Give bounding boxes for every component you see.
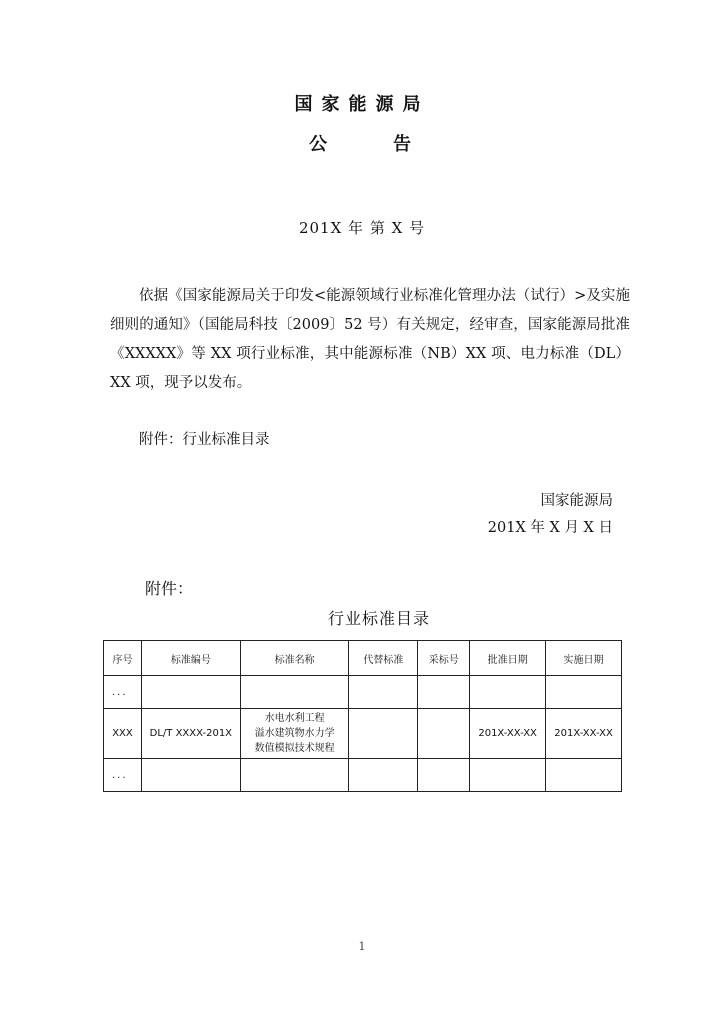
table-cell <box>141 759 240 792</box>
table-row <box>104 676 622 709</box>
catalog-title: 行业标准目录 <box>327 609 430 628</box>
table-row <box>104 759 622 792</box>
table-cell: ... <box>104 676 142 709</box>
table-cell <box>349 676 418 709</box>
signature-date: 201X 年 X 月 X 日 <box>487 520 613 536</box>
table-cell <box>349 759 418 792</box>
table-cell: DL/T XXXX-201X <box>141 709 240 759</box>
attachment-heading: 附件： <box>145 579 194 598</box>
column-header: 实施日期 <box>546 641 622 676</box>
table-cell <box>240 676 349 709</box>
table-cell <box>141 676 240 709</box>
standards-catalog-table <box>103 640 622 792</box>
table-cell: XXX <box>104 709 142 759</box>
attachment-reference: 附件：行业标准目录 <box>139 432 270 448</box>
document-type-title: 公 告 <box>309 134 435 155</box>
column-header: 序号 <box>104 641 142 676</box>
table-cell <box>240 759 349 792</box>
table-cell: 201X-XX-XX <box>470 709 546 759</box>
table-cell: ... <box>104 759 142 792</box>
table-cell: 水电水利工程 溢水建筑物水力学 数值模拟技术规程 <box>240 709 349 759</box>
table-cell: 201X-XX-XX <box>546 709 622 759</box>
table-row <box>104 709 622 759</box>
table-cell <box>470 759 546 792</box>
column-header: 标准编号 <box>141 641 240 676</box>
announcement-number: 201X 年 第 X 号 <box>298 219 426 237</box>
table-cell <box>349 709 418 759</box>
column-header: 标准名称 <box>240 641 349 676</box>
table-cell <box>418 759 470 792</box>
column-header: 批准日期 <box>470 641 546 676</box>
table-cell <box>418 676 470 709</box>
table-cell <box>418 709 470 759</box>
signature-block <box>488 488 613 542</box>
table-cell <box>470 676 546 709</box>
announcement-body: 依据《国家能源局关于印发<能源领域行业标准化管理办法（试行）>及实施细则的通知》（国能局科技〔2009〕52 号）有关规定，经审查，国家能源局批准《XXXXX》等 XX 项行业标准，其中能源标准（NB）XX 项、电力标准（DL）XX 项，现予以发布。 <box>110 288 630 391</box>
column-header: 代替标准 <box>349 641 418 676</box>
column-header: 采标号 <box>418 641 470 676</box>
issuing-authority-title: 国家能源局 <box>294 94 430 115</box>
table-cell <box>546 676 622 709</box>
page-number: 1 <box>358 940 366 953</box>
signature-org: 国家能源局 <box>540 493 613 509</box>
table-header-row <box>104 641 622 676</box>
table-cell <box>546 759 622 792</box>
